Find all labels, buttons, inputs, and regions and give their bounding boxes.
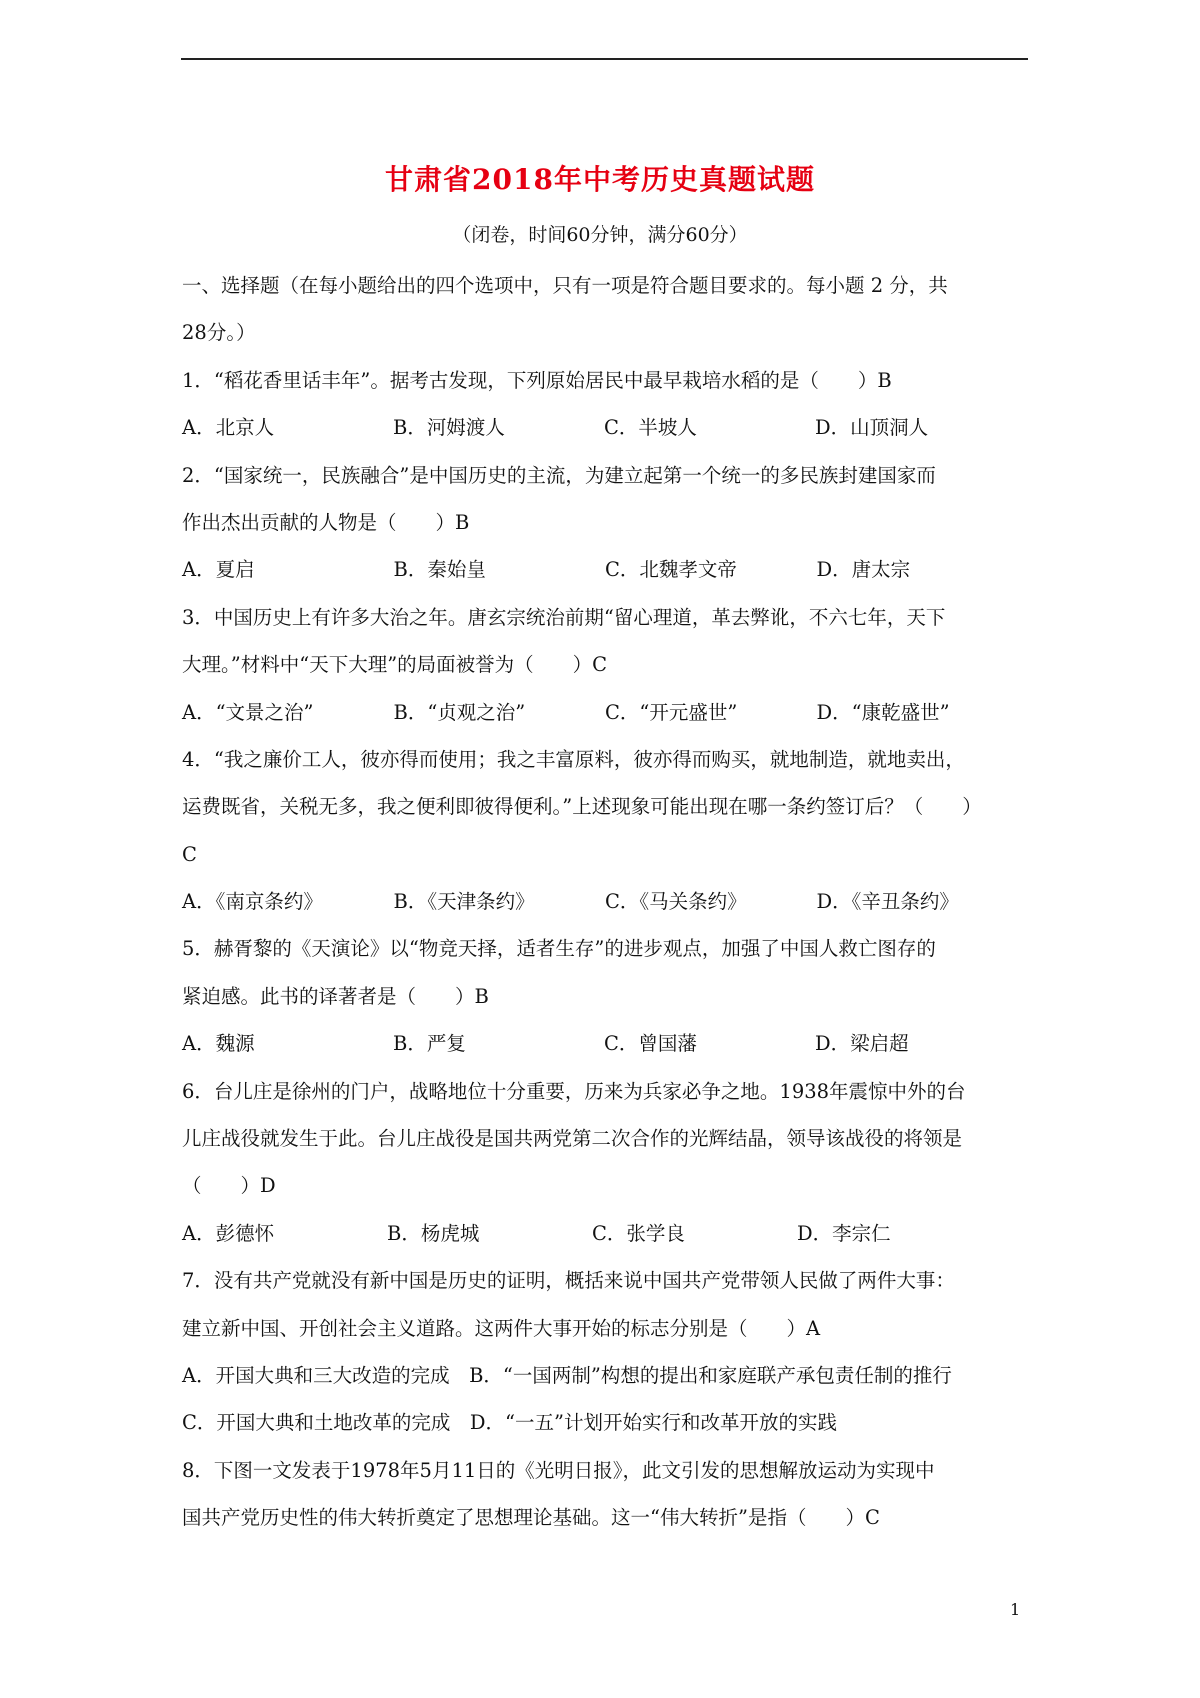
question-4-stem-line-2: 运费既省，关税无多，我之便利即彼得便利。”上述现象可能出现在哪一条约签订后？（ ） — [182, 795, 982, 819]
q6-option-a: A．彭德怀 — [182, 1221, 275, 1245]
q5-option-d: D．梁启超 — [815, 1032, 909, 1056]
q4-option-b: B．《天津条约》 — [393, 890, 535, 914]
q2-option-d: D．唐太宗 — [816, 558, 911, 582]
q3-option-d: D．“康乾盛世” — [816, 700, 950, 724]
question-7-stem-line-2: 建立新中国、开创社会主义道路。这两件大事开始的标志分别是（ ）A — [182, 1316, 821, 1340]
question-5-stem-line-2: 紧迫感。此书的译著者是（ ）B — [182, 984, 489, 1008]
question-6-options — [182, 1210, 1028, 1257]
question-2-stem-line-1: 2．“国家统一，民族融合”是中国历史的主流，为建立起第一个统一的多民族封建国家而 — [182, 463, 936, 487]
section-intro-line-2: 28分。） — [182, 321, 256, 345]
q6-option-b: B．杨虎城 — [387, 1221, 480, 1245]
q5-option-b: B．严复 — [393, 1032, 466, 1056]
q5-option-a: A．魏源 — [182, 1032, 255, 1056]
q2-option-b: B．秦始皇 — [393, 558, 486, 582]
q2-option-a: A．夏启 — [182, 558, 255, 582]
q2-option-c: C．北魏孝文帝 — [605, 558, 737, 582]
q4-option-c: C．《马关条约》 — [605, 890, 747, 914]
q1-option-b: B．河姆渡人 — [393, 416, 505, 440]
question-6-stem-line-1: 6．台儿庄是徐州的门户，战略地位十分重要，历来为兵家必争之地。1938年震惊中外的台 — [182, 1079, 966, 1103]
question-8-stem-line-2: 国共产党历史性的伟大转折奠定了思想理论基础。这一“伟大转折”是指（ ）C — [182, 1506, 880, 1530]
question-6-stem-line-2: 儿庄战役就发生于此。台儿庄战役是国共两党第二次合作的光辉结晶，领导该战役的将领是 — [182, 1127, 963, 1151]
q3-option-c: C．“开元盛世” — [605, 700, 738, 724]
question-4-stem-line-1: 4．“我之廉价工人，彼亦得而使用；我之丰富原料，彼亦得而购买，就地制造，就地卖出， — [182, 747, 965, 771]
q1-option-c: C．半坡人 — [604, 416, 697, 440]
exam-info: （闭卷，时间60分钟，满分60分） — [452, 224, 748, 246]
question-7-stem-line-1: 7．没有共产党就没有新中国是历史的证明，概括来说中国共产党带领人民做了两件大事： — [182, 1269, 955, 1293]
q7-options-ab: A．开国大典和三大改造的完成 B．“一国两制”构想的提出和家庭联产承包责任制的推行 — [182, 1363, 952, 1387]
q3-option-a: A．“文景之治” — [182, 700, 314, 724]
question-5-options — [182, 1020, 1028, 1067]
question-3-options — [182, 689, 1028, 736]
q1-option-a: A．北京人 — [182, 416, 275, 440]
q1-option-d: D．山顶洞人 — [815, 416, 929, 440]
q4-option-a: A．《南京条约》 — [182, 890, 323, 914]
q7-options-cd: C．开国大典和土地改革的完成 D．“一五”计划开始实行和改革开放的实践 — [182, 1411, 837, 1435]
question-5-stem-line-1: 5．赫胥黎的《天演论》以“物竞天择，适者生存”的进步观点，加强了中国人救亡图存的 — [182, 937, 936, 961]
q6-option-c: C．张学良 — [592, 1221, 685, 1245]
question-content — [182, 262, 1028, 1542]
question-1-stem: 1．“稻花香里话丰年”。据考古发现，下列原始居民中最早栽培水稻的是（ ）B — [182, 368, 892, 392]
q3-option-b: B．“贞观之治” — [393, 700, 526, 724]
question-2-stem-line-2: 作出杰出贡献的人物是（ ）B — [182, 510, 470, 534]
question-3-stem-line-2: 大理。”材料中“天下大理”的局面被誉为（ ）C — [182, 653, 608, 677]
question-2-options — [182, 546, 1028, 593]
q4-option-d: D．《辛丑条约》 — [816, 890, 959, 914]
question-4-options — [182, 878, 1028, 925]
page-title: 甘肃省2018年中考历史真题试题 — [385, 163, 815, 196]
question-3-stem-line-1: 3．中国历史上有许多大治之年。唐玄宗统治前期“留心理道，革去弊讹，不六七年，天下 — [182, 605, 946, 629]
question-6-stem-line-3: （ ）D — [182, 1174, 276, 1198]
page-number: 1 — [1010, 1600, 1021, 1619]
question-8-stem-line-1: 8．下图一文发表于1978年5月11日的《光明日报》，此文引发的思想解放运动为实现中 — [182, 1458, 935, 1482]
q6-option-d: D．李宗仁 — [797, 1221, 891, 1245]
header-rule — [181, 58, 1028, 60]
q5-option-c: C．曾国藩 — [604, 1032, 697, 1056]
question-4-stem-line-3: C — [182, 842, 197, 866]
section-intro-line-1: 一、选择题（在每小题给出的四个选项中，只有一项是符合题目要求的。每小题 2 分，共 — [182, 274, 948, 297]
question-1-options — [182, 404, 1028, 451]
